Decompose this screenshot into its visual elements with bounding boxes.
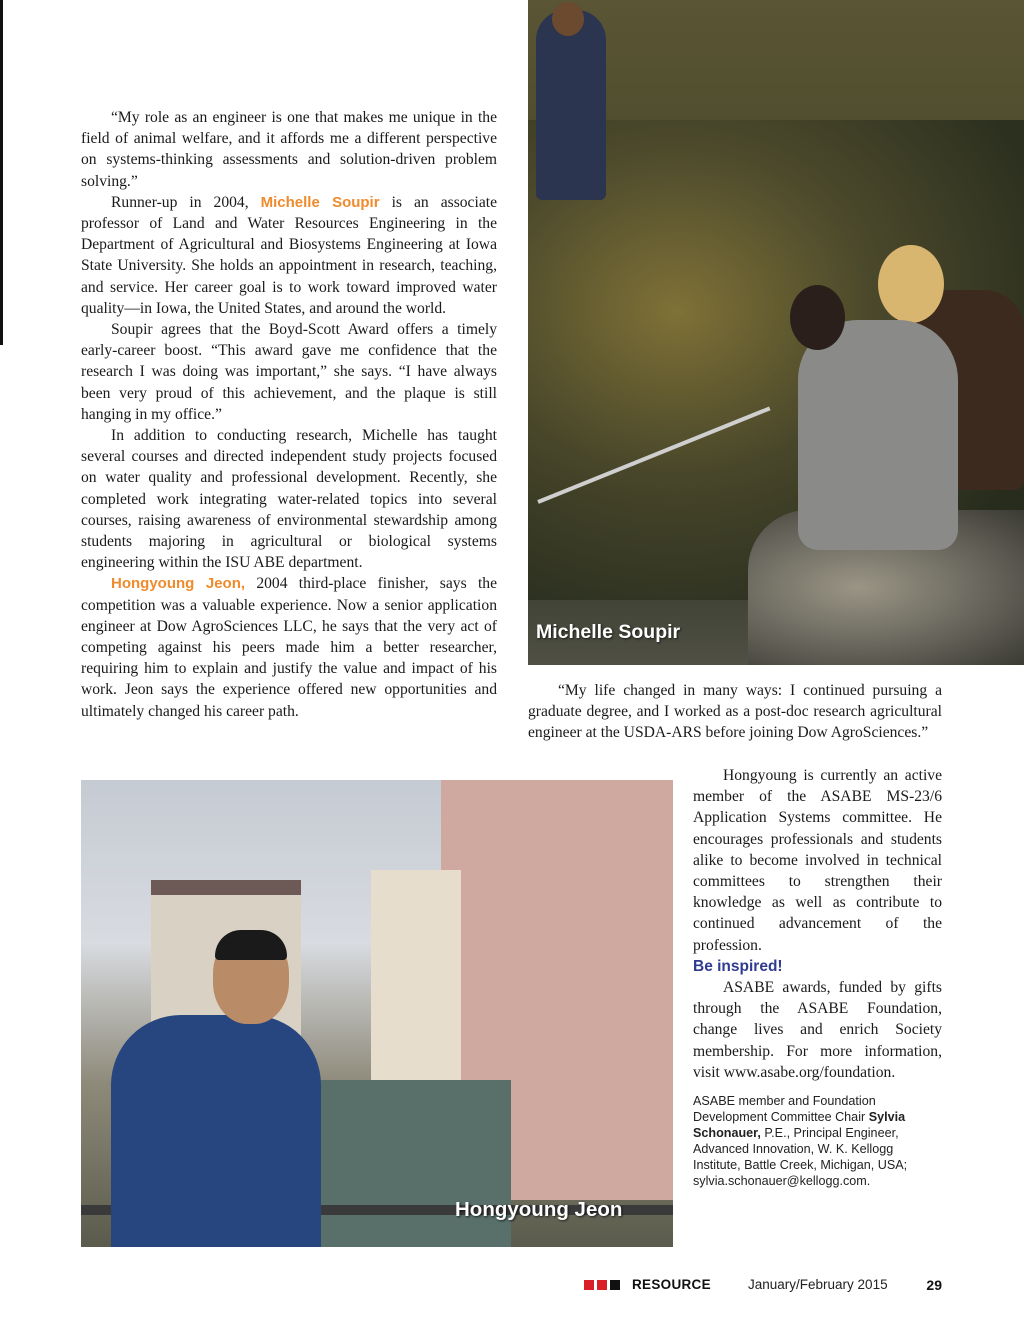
author-name: Sylvia Schonauer,	[693, 1110, 906, 1141]
paragraph-jeon-intro	[81, 573, 497, 721]
text-run: 2004 third-place finisher, says the competition was a valuable experience. Now a senior application engineer at Dow AgroSciences LLC, he says that the very act of competing against his peers made him a better researcher, requiring him to explain and justify the value and impact of his work. Jeon says the experience offered new opportunities and ultimately changed his career path.	[81, 575, 497, 720]
photo-michelle-soupir	[528, 0, 1024, 665]
caption-hongyoung-jeon: Hongyoung Jeon	[455, 1198, 623, 1221]
caption-michelle-soupir: Michelle Soupir	[536, 621, 681, 643]
heading-be-inspired: Be inspired!	[693, 957, 783, 975]
photo-person-blonde-head	[878, 245, 944, 323]
paragraph-quote: “My role as an engineer is one that makes me unique in the field of animal welfare, and it affords me a different perspective on systems-thinking assessments and solution-driven problem solving.”	[81, 109, 497, 190]
photo-man-jacket	[111, 1015, 321, 1247]
right-text-column	[693, 765, 942, 1189]
issue-date: January/February 2015	[748, 1277, 888, 1292]
left-edge-rule	[0, 0, 3, 345]
text-run: ASABE member and Foundation Development Committee Chair	[693, 1094, 876, 1125]
paragraph-soupir-intro	[81, 192, 497, 319]
text-run: Runner-up in 2004,	[111, 193, 261, 211]
paragraph-committee: Hongyoung is currently an active member of the ASABE MS-23/6 Application Systems committee. He encourages professionals and students alike to become involved in technical committees to strengthen their knowledge as well as contribute to continued advancement of the profession.	[693, 767, 942, 954]
photo-man-hair	[215, 930, 287, 960]
paragraph-boyd-scott: Soupir agrees that the Boyd-Scott Award offers a timely early-career boost. “This award gave me confidence that the research I was doing was important,” she says. “I have always been very proud of this achievement, and the plaque is still hanging in my office.”	[81, 321, 497, 423]
photo-hongyoung-jeon	[81, 780, 673, 1247]
paragraph-foundation: ASABE awards, funded by gifts through the ASABE Foundation, change lives and enrich Society membership. For more information, visit www.asabe.org/foundation.	[693, 979, 942, 1081]
photo-person-background-head	[552, 2, 584, 36]
paragraph-jeon-quote: “My life changed in many ways: I continued pursuing a graduate degree, and I worked as a post-doc research agricultural engineer at the USDA-ARS before joining Dow AgroSciences.”	[528, 682, 942, 742]
name-michelle-soupir: Michelle Soupir	[260, 193, 380, 211]
name-hongyoung-jeon: Hongyoung Jeon,	[111, 575, 246, 593]
author-bio	[693, 1093, 942, 1189]
publication-name: RESOURCE	[632, 1277, 711, 1292]
photo-person-background	[536, 10, 606, 200]
page-footer	[584, 1277, 944, 1297]
left-text-column	[81, 107, 497, 722]
page-number: 29	[926, 1277, 942, 1293]
footer-marker-square	[610, 1280, 620, 1290]
footer-marker-square	[597, 1280, 607, 1290]
footer-marker-square	[584, 1280, 594, 1290]
text-run: is an associate professor of Land and Water Resources Engineering in the Department of Agricultural and Biosystems Engineering at Iowa State University. She holds an appointment in research, teaching, and service. Her career goal is to work toward improved water quality—in Iowa, the United States, and around the world.	[81, 193, 497, 317]
text-run: P.E., Principal Engineer, Advanced Innovation, W. K. Kellogg Institute, Battle Creek, Michigan, USA; sylvia.schonauer@kellogg.com.	[693, 1126, 908, 1189]
photo-person-kneeling	[798, 320, 958, 550]
photo-person-kneeling-head	[790, 285, 845, 350]
paragraph-research: In addition to conducting research, Michelle has taught several courses and directed independent study projects focused on water quality and professional development. Recently, she completed work integrating water-related topics into several courses, raising awareness of environmental stewardship among students majoring in agricultural or biological systems engineering within the ISU ABE department.	[81, 427, 497, 572]
middle-text-column	[528, 680, 942, 744]
